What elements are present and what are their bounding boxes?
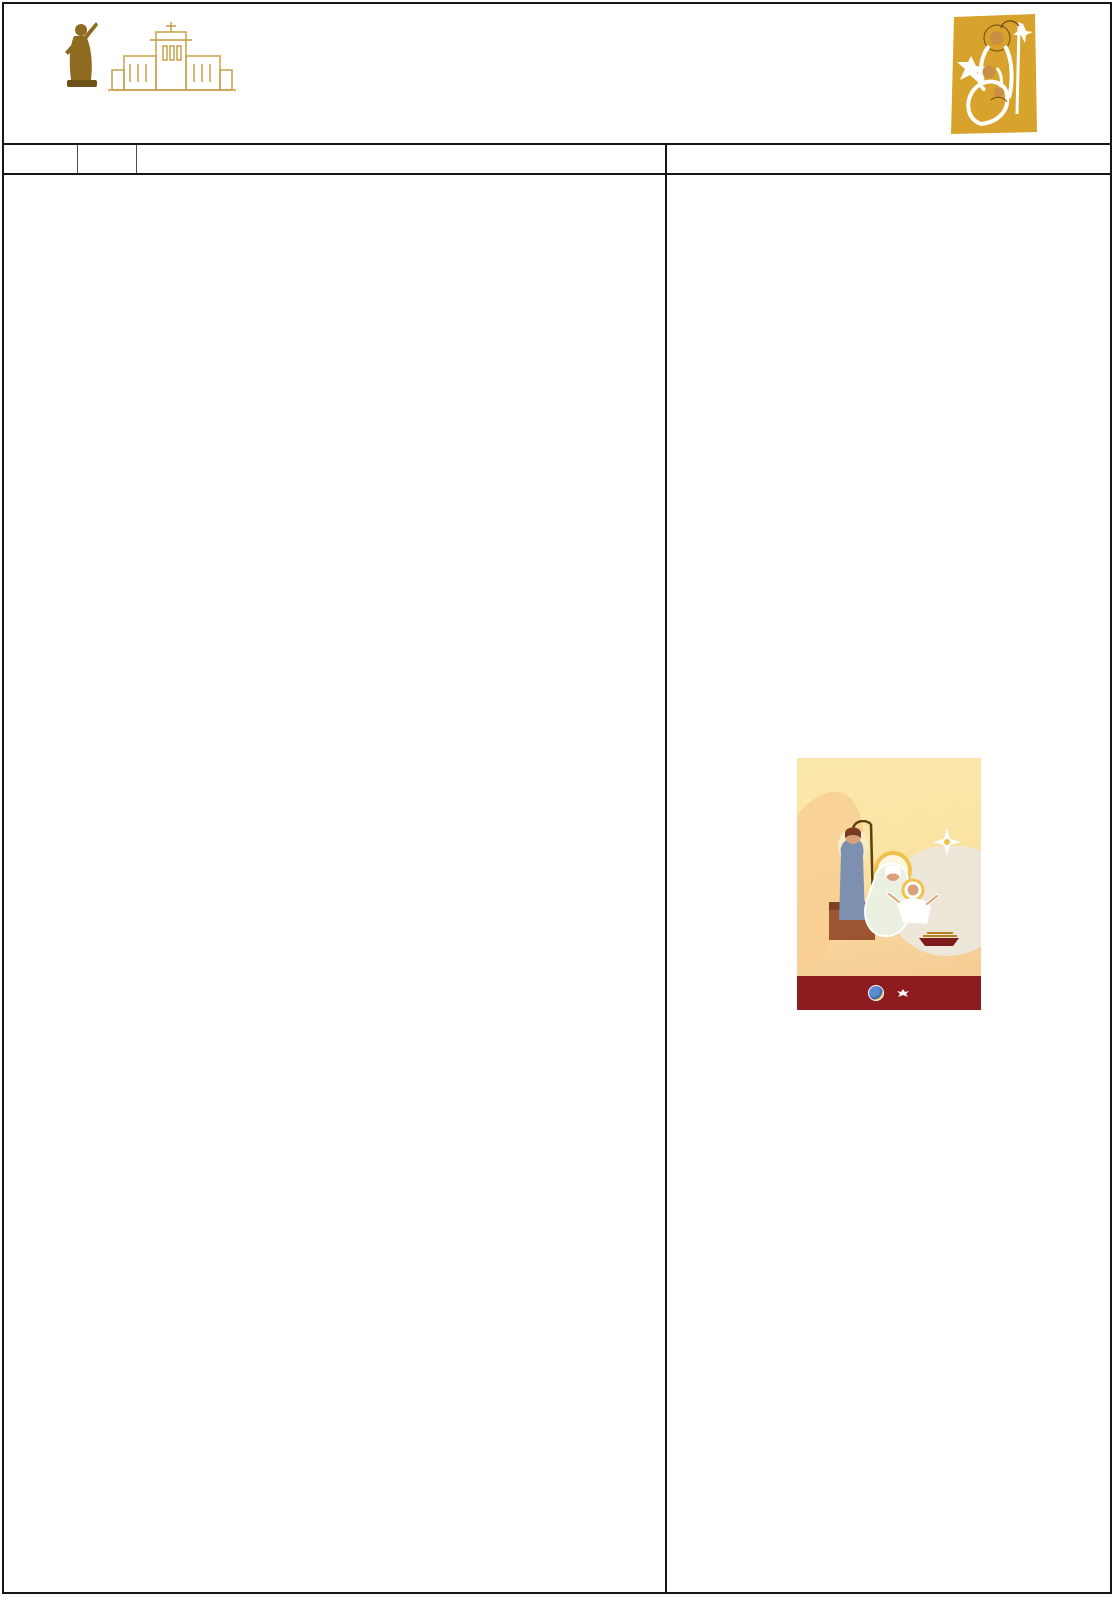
schedule-table [4,145,665,1592]
globe-icon [868,985,884,1001]
dove-icon [896,988,910,998]
column-header-encontros [667,145,1110,175]
holy-family-corner-art [947,12,1041,136]
poster-footer-band [797,976,981,1010]
schedule-grid [4,143,1110,1592]
top-banner [4,4,1110,143]
table-header-row [4,145,665,175]
evangelization-poster-block [667,175,1110,1592]
encontros-column [667,145,1110,1592]
parish-logo-art [24,16,246,138]
evangelization-poster [797,758,981,1010]
holy-family-illustration [801,820,977,948]
column-header-hora [78,145,137,173]
parish-logo [24,16,246,138]
column-header-comunidade [137,145,665,173]
column-header-data [4,145,78,173]
sheet-border [2,2,1112,1594]
